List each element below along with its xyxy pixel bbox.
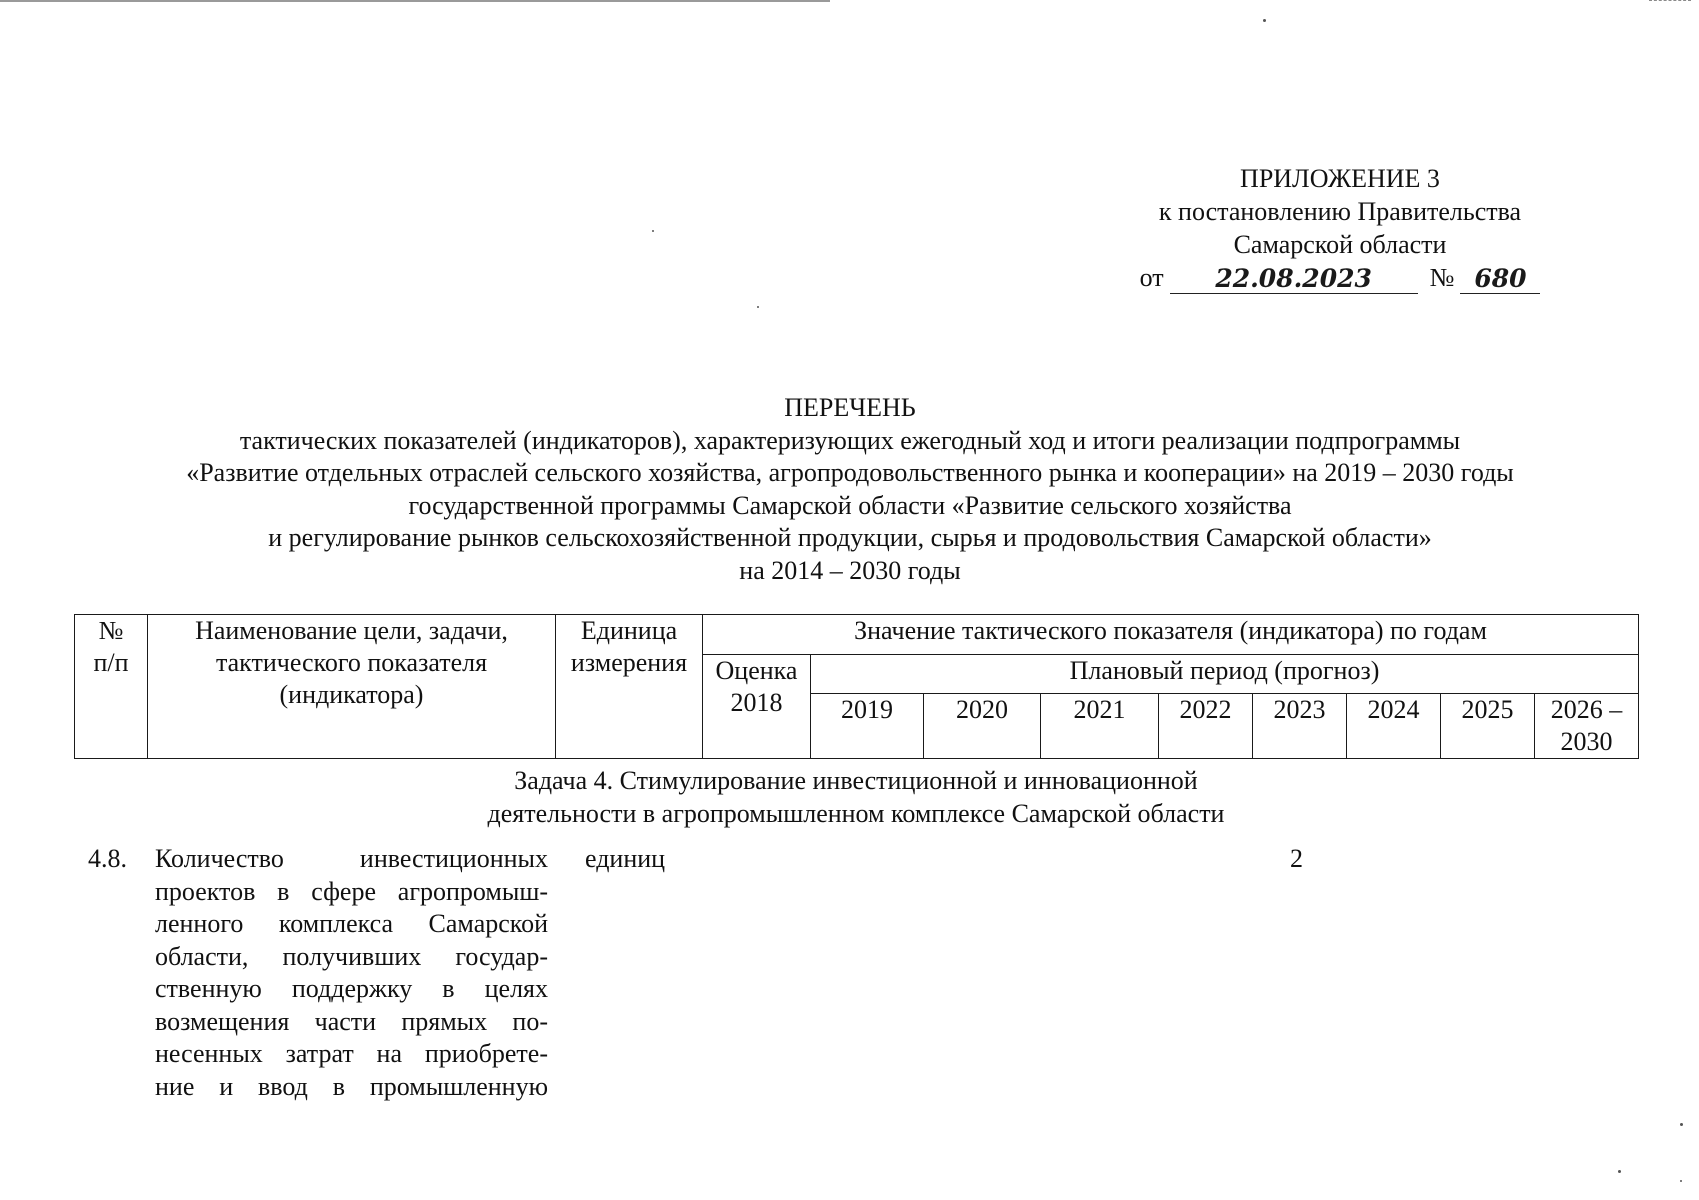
column-header-plan-period: Плановый период (прогноз)	[811, 655, 1639, 694]
heading-line-5: на 2014 – 2030 годы	[739, 555, 961, 585]
handwritten-number: 680	[1460, 265, 1540, 294]
column-header-year: 2021	[1041, 694, 1159, 759]
scan-speck	[1680, 1180, 1682, 1182]
heading-line-4: и регулирование рынков сельскохозяйственной продукции, сырья и продовольствия Самарской области»	[268, 523, 1432, 552]
scan-speck	[1618, 1170, 1621, 1173]
column-header-year-range: 2026 – 2030	[1535, 694, 1639, 759]
scan-edge-line	[0, 0, 830, 2]
indicator-table-header	[74, 614, 1639, 759]
row-name-line: области, получивших государ-	[155, 941, 548, 971]
column-header-year: 2023	[1253, 694, 1347, 759]
row-name-line: ние и ввод в промышленную	[155, 1071, 548, 1101]
column-header-year: 2022	[1159, 694, 1253, 759]
column-header-year: 2019	[811, 694, 924, 759]
column-header-values: Значение тактического показателя (индикатора) по годам	[703, 615, 1639, 655]
column-header-number: № п/п	[75, 615, 148, 759]
document-heading	[60, 392, 1640, 587]
column-header-year: 2025	[1441, 694, 1535, 759]
heading-line-1: тактических показателей (индикаторов), характеризующих ежегодный ход и итоги реализации подпрограммы	[239, 425, 1461, 455]
task-heading-line-1: Задача 4. Стимулирование инвестиционной и инновационной	[514, 766, 1198, 795]
scan-corner-mark	[1649, 0, 1691, 1]
row-indicator-name	[155, 843, 548, 1103]
row-name-line: возмещения части прямых по-	[155, 1006, 548, 1036]
heading-line-2: «Развитие отдельных отраслей сельского хозяйства, агропродовольственного рынка и кооперации» на 2019 – 2030 годы	[186, 458, 1514, 487]
document-title: ПЕРЕЧЕНЬ	[784, 393, 916, 422]
column-header-year: 2024	[1347, 694, 1441, 759]
appendix-block	[1080, 162, 1600, 294]
scan-speck	[757, 306, 759, 308]
column-header-year: 2020	[924, 694, 1041, 759]
row-name-line: Количество инвестиционных	[155, 844, 548, 873]
row-name-line: ленного комплекса Самарской	[155, 909, 548, 938]
appendix-line-2: Самарской области	[1233, 230, 1447, 259]
row-name-line: проектов в сфере агропромыш-	[155, 876, 548, 906]
scan-speck	[1263, 19, 1266, 22]
scan-speck	[1680, 1123, 1683, 1126]
row-number: 4.8.	[88, 844, 127, 873]
handwritten-date: 22.08.2023	[1170, 265, 1418, 294]
heading-line-3: государственной программы Самарской области «Развитие сельского хозяйства	[408, 490, 1292, 520]
column-header-unit: Единица измерения	[556, 615, 703, 759]
column-header-estimate: Оценка 2018	[703, 655, 811, 759]
from-label: от	[1139, 263, 1164, 292]
row-unit: единиц	[585, 844, 666, 873]
appendix-date-number-row	[1140, 261, 1541, 294]
row-value-2023: 2	[1290, 844, 1303, 873]
appendix-title: ПРИЛОЖЕНИЕ 3	[1240, 164, 1440, 193]
task-heading-line-2: деятельности в агропромышленном комплексе Самарской области	[487, 798, 1225, 828]
row-name-line: несенных затрат на приобрете-	[155, 1039, 548, 1068]
row-name-line: ственную поддержку в целях	[155, 974, 548, 1003]
task-heading	[74, 765, 1638, 830]
number-label: №	[1429, 263, 1455, 292]
column-header-name: Наименование цели, задачи, тактического показателя (индикатора)	[148, 615, 556, 759]
appendix-line-1: к постановлению Правительства	[1158, 197, 1522, 226]
scan-speck	[652, 230, 654, 232]
